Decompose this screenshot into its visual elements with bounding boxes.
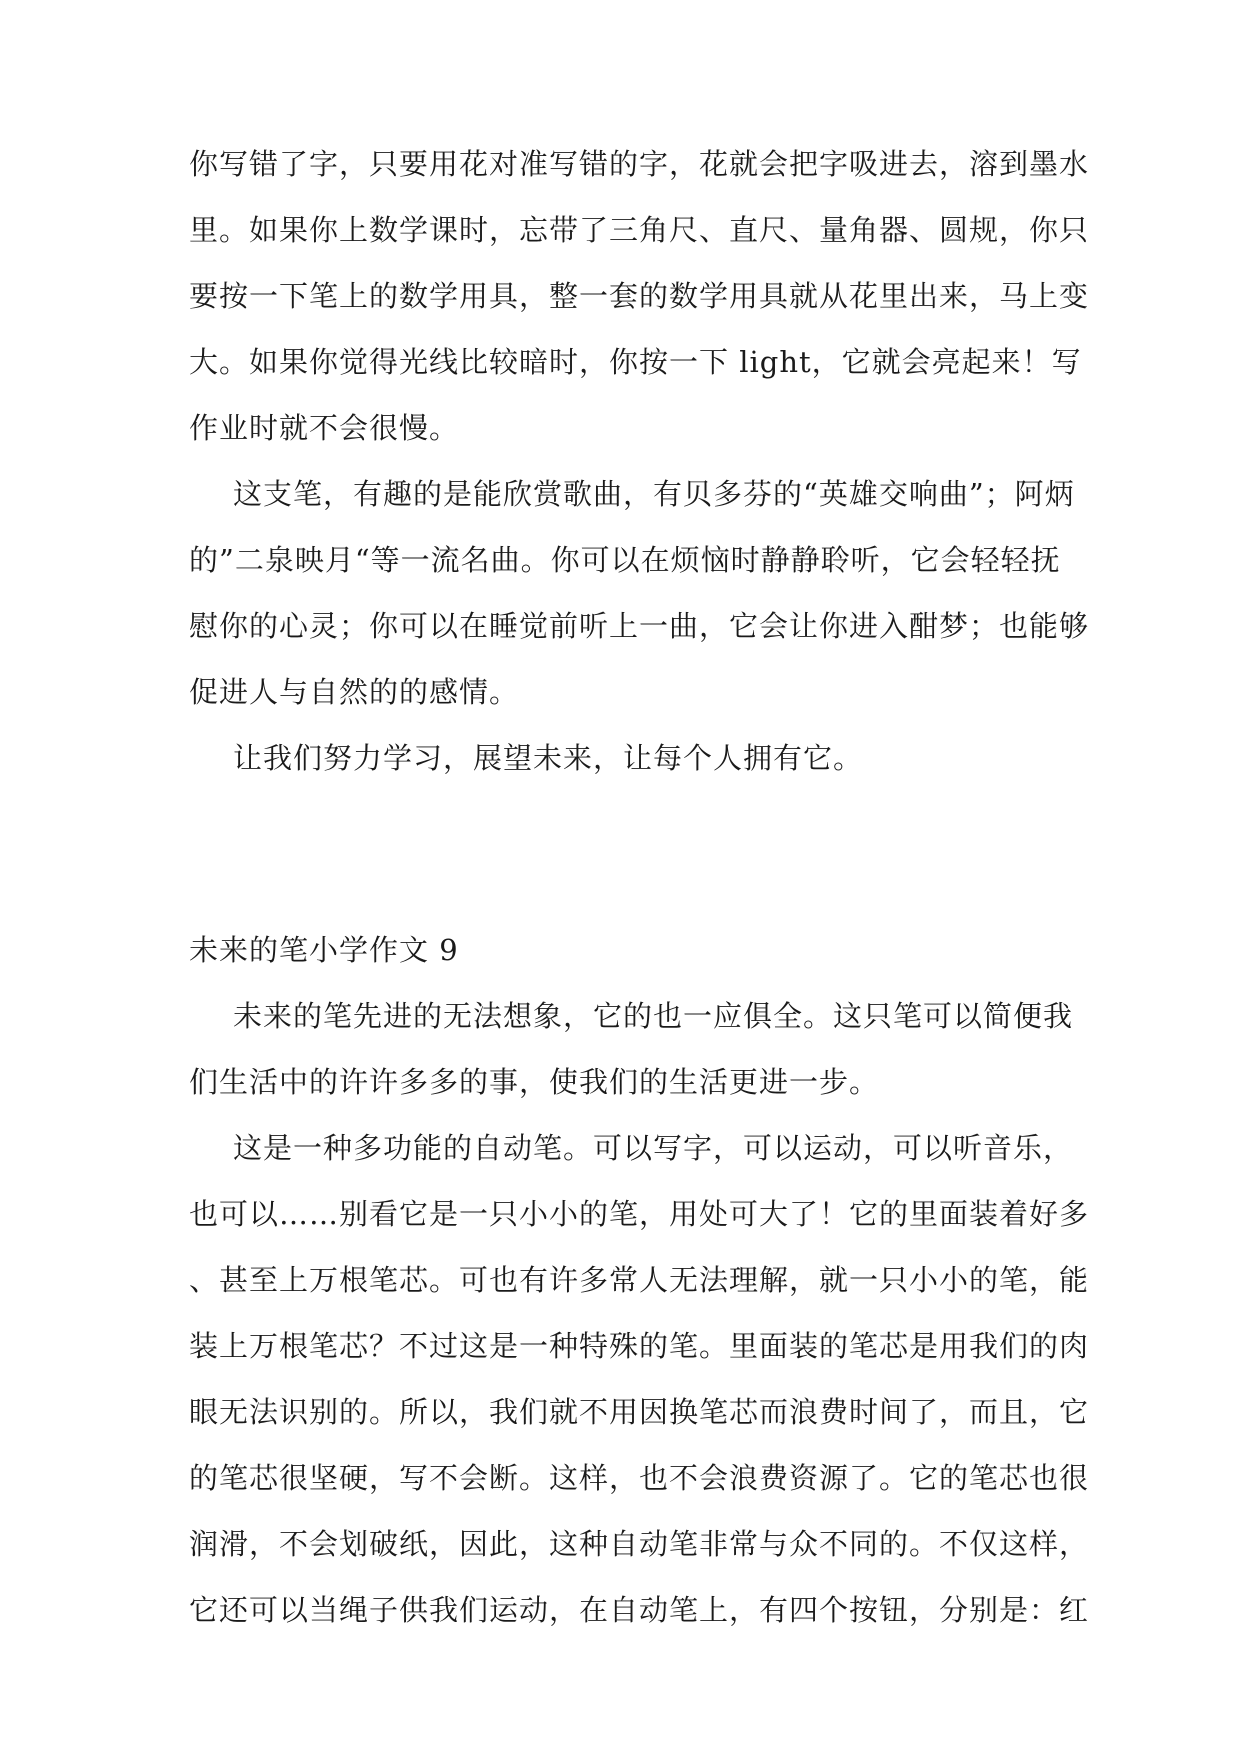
text-line: 里。如果你上数学课时，忘带了三角尺、直尺、量角器、圆规，你只 — [189, 213, 1090, 247]
text-line: 大。如果你觉得光线比较暗时，你按一下 light，它就会亮起来！写 — [189, 345, 1082, 379]
text-line: 促进人与自然的的感情。 — [189, 675, 520, 709]
text-line: 让我们努力学习，展望未来，让每个人拥有它。 — [233, 741, 864, 775]
text-line: 的笔芯很坚硬，写不会断。这样，也不会浪费资源了。它的笔芯也很 — [189, 1461, 1090, 1495]
text-line: 的”二泉映月“等一流名曲。你可以在烦恼时静静聆听，它会轻轻抚 — [189, 543, 1061, 577]
text-line: 装上万根笔芯？不过这是一种特殊的笔。里面装的笔芯是用我们的肉 — [189, 1329, 1090, 1363]
text-line: 它还可以当绳子供我们运动，在自动笔上，有四个按钮，分别是：红 — [189, 1593, 1090, 1627]
text-line: 也可以……别看它是一只小小的笔，用处可大了！它的里面装着好多 — [189, 1197, 1090, 1231]
paragraph — [189, 725, 1059, 791]
text-line: 慰你的心灵；你可以在睡觉前听上一曲，它会让你进入酣梦；也能够 — [189, 609, 1090, 643]
paragraph — [189, 131, 1090, 461]
text-line: 润滑，不会划破纸，因此，这种自动笔非常与众不同的。不仅这样， — [189, 1527, 1090, 1561]
text-line: 这支笔，有趣的是能欣赏歌曲，有贝多芬的“英雄交响曲”；阿炳 — [233, 477, 1075, 511]
text-line: 眼无法识别的。所以，我们就不用因换笔芯而浪费时间了，而且，它 — [189, 1395, 1090, 1429]
text-line: 这是一种多功能的自动笔。可以写字，可以运动，可以听音乐， — [233, 1131, 1074, 1165]
text-line: 你写错了字，只要用花对准写错的字，花就会把字吸进去，溶到墨水 — [189, 147, 1090, 181]
essay-continuation — [189, 131, 1090, 791]
text-line: 、甚至上万根笔芯。可也有许多常人无法理解，就一只小小的笔，能 — [189, 1263, 1090, 1297]
text-line: 们生活中的许许多多的事，使我们的生活更进一步。 — [189, 1065, 880, 1099]
text-line: 要按一下笔上的数学用具，整一套的数学用具就从花里出来，马上变 — [189, 279, 1090, 313]
text-line: 未来的笔先进的无法想象，它的也一应俱全。这只笔可以简便我 — [233, 999, 1074, 1033]
paragraph — [189, 983, 1074, 1115]
section-title: 未来的笔小学作文 9 — [189, 933, 459, 967]
paragraph — [189, 1115, 1090, 1643]
essay-body — [189, 983, 1090, 1643]
section-title-block — [189, 917, 1059, 983]
paragraph — [189, 461, 1090, 725]
text-line: 作业时就不会很慢。 — [189, 411, 460, 445]
